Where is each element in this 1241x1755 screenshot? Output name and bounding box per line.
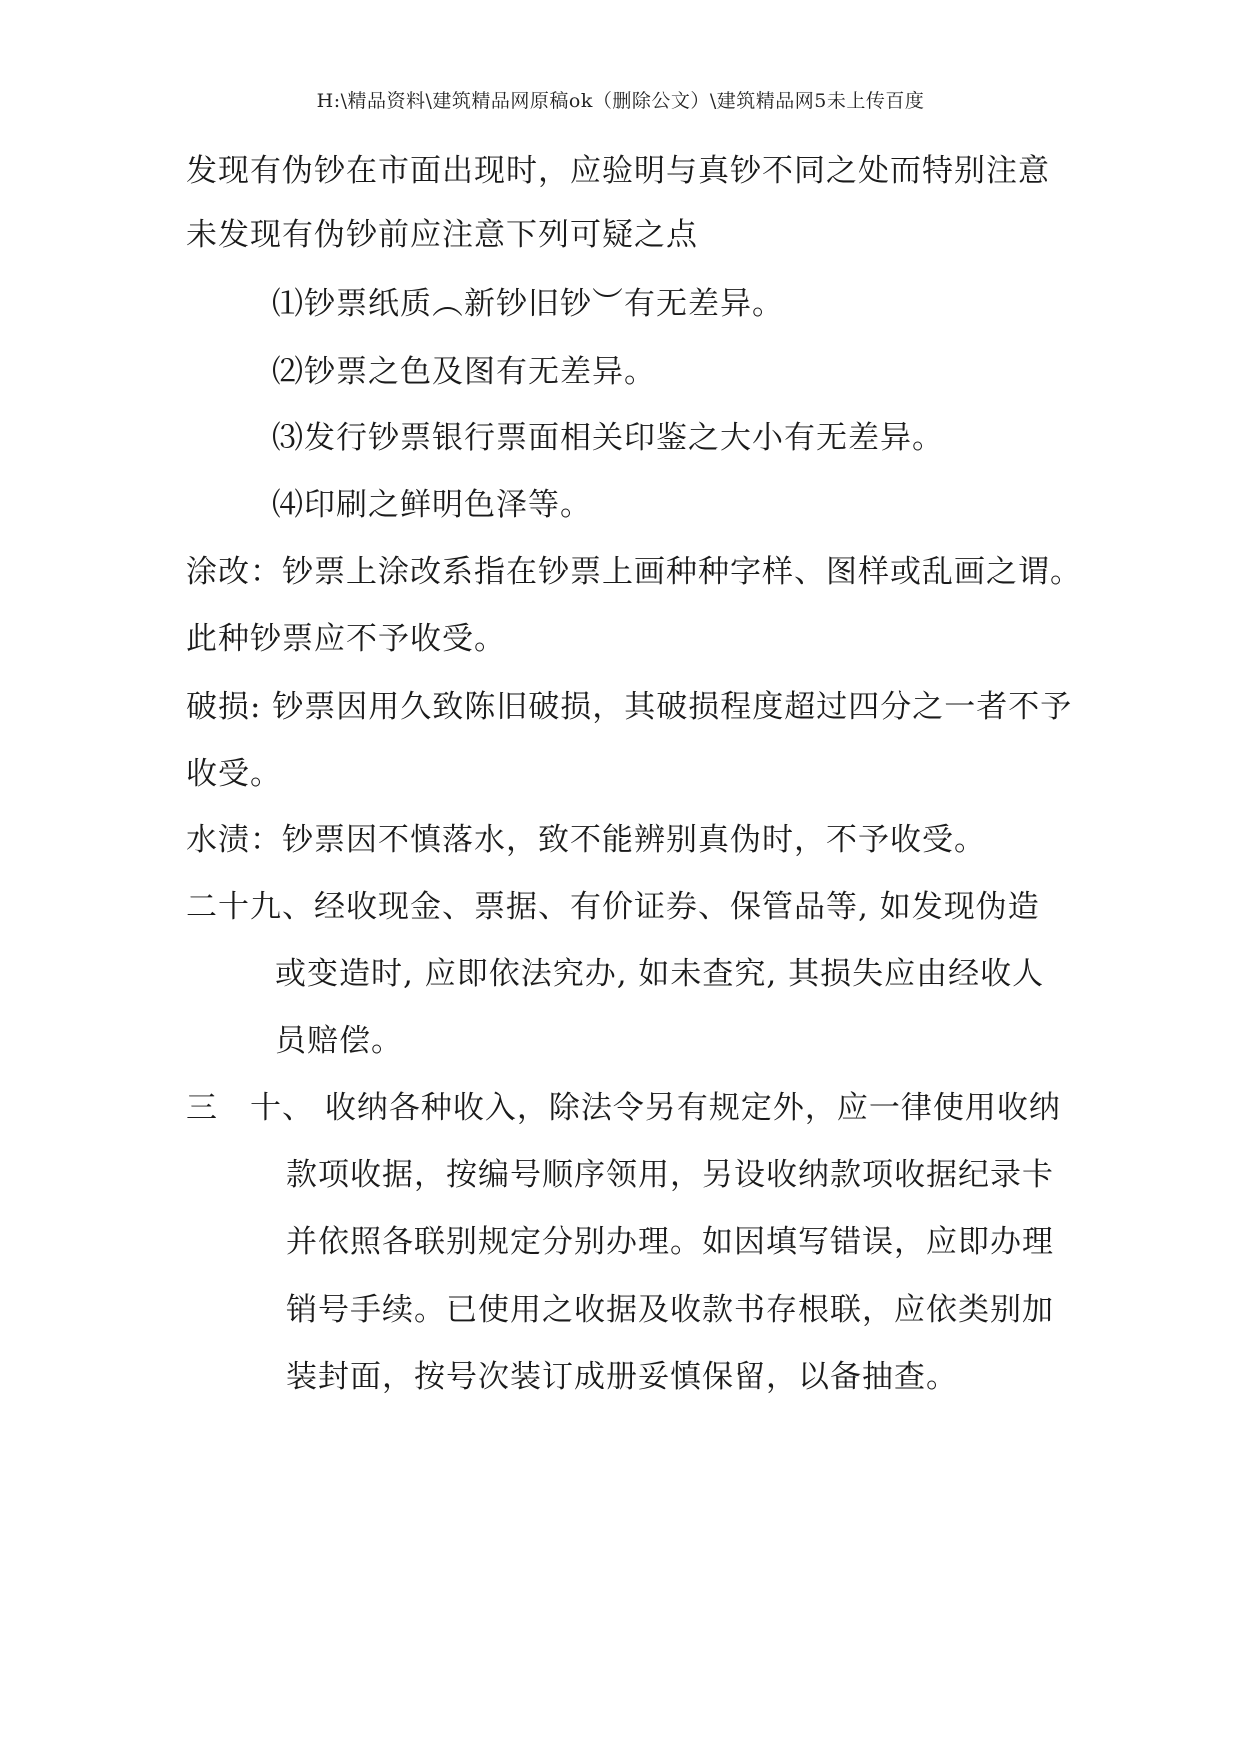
article-29-line: 员赔偿。 <box>275 1023 403 1059</box>
article-29-line: 或变造时, 应即依法究办, 如未查究, 其损失应由经收人 <box>275 956 1045 992</box>
paragraph-line: 发现有伪钞在市面出现时，应验明与真钞不同之处而特别注意 <box>186 153 1050 189</box>
paragraph-line: 涂改：钞票上涂改系指在钞票上画种种字样、图样或乱画之谓。 <box>186 554 1082 590</box>
document-header-path: H:\精品资料\建筑精品网原稿ok（删除公文）\建筑精品网5未上传百度 <box>316 90 925 112</box>
paragraph-line: 破损: 钞票因用久致陈旧破损，其破损程度超过四分之一者不予 <box>186 689 1073 725</box>
article-30-line: 装封面，按号次装订成册妥慎保留，以备抽查。 <box>286 1359 958 1395</box>
paragraph-line: 未发现有伪钞前应注意下列可疑之点 <box>186 217 698 253</box>
list-item: ⑵钞票之色及图有无差异。 <box>272 354 656 390</box>
article-30-line: 款项收据，按编号顺序领用，另设收纳款项收据纪录卡 <box>286 1157 1054 1193</box>
article-29-line: 二十九、经收现金、票据、有价证券、保管品等, 如发现伪造 <box>186 889 1040 925</box>
paragraph-line: 水渍：钞票因不慎落水，致不能辨别真伪时，不予收受。 <box>186 822 986 858</box>
article-30-line: 并依照各联别规定分别办理。如因填写错误，应即办理 <box>286 1224 1054 1260</box>
list-item: ⑶发行钞票银行票面相关印鉴之大小有无差异。 <box>272 420 944 456</box>
article-30-line: 三 十、 收纳各种收入，除法令另有规定外，应一律使用收纳 <box>186 1090 1061 1126</box>
paragraph-line: 此种钞票应不予收受。 <box>186 621 506 657</box>
list-item: ⑷印刷之鲜明色泽等。 <box>272 487 592 523</box>
paragraph-line: 收受。 <box>186 756 282 792</box>
list-item: ⑴钞票纸质︵新钞旧钞︶有无差异。 <box>272 286 784 322</box>
article-30-line: 销号手续。已使用之收据及收款书存根联，应依类别加 <box>286 1292 1054 1328</box>
